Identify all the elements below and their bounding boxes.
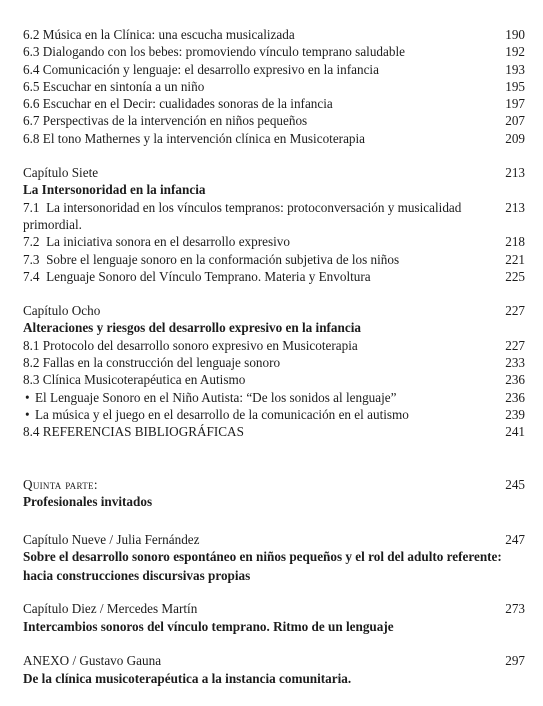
entry-title: Perspectivas de la intervención en niños pequeños bbox=[42, 113, 308, 129]
toc-entry-8-3[interactable] bbox=[23, 371, 525, 388]
chapter-page: 213 bbox=[505, 165, 525, 181]
chapter-label: Capítulo Ocho bbox=[23, 303, 101, 319]
entry-number: 8.2 bbox=[23, 355, 40, 371]
entry-title: La iniciativa sonora en el desarrollo expresivo bbox=[46, 234, 290, 250]
entry-number: 8.1 bbox=[23, 337, 40, 353]
chapter-7-heading[interactable] bbox=[23, 164, 525, 181]
entry-page: 218 bbox=[505, 234, 525, 250]
entry-number: 6.2 bbox=[23, 27, 40, 42]
entry-title: Sobre el lenguaje sonoro en la conformación subjetiva de los niños bbox=[46, 251, 400, 267]
chapter-page: 247 bbox=[505, 532, 525, 548]
entry-page: 227 bbox=[505, 337, 525, 353]
chapter-title: La Intersonoridad en la infancia bbox=[23, 182, 206, 198]
chapter-title: Intercambios sonoros del vínculo temprano. Ritmo de un lenguaje bbox=[23, 618, 394, 634]
toc-entry-6-5[interactable] bbox=[23, 78, 525, 95]
chapter-7-title bbox=[23, 181, 525, 198]
entry-number: 7.4 bbox=[23, 268, 40, 284]
toc-entry-6-4[interactable] bbox=[23, 61, 525, 78]
entry-title: Música en la Clínica: una escucha musicalizada bbox=[42, 27, 295, 42]
entry-page: 213 bbox=[505, 199, 525, 215]
entry-number: 7.2 bbox=[23, 234, 40, 250]
entry-page: 207 bbox=[505, 113, 525, 129]
entry-number: 7.3 bbox=[23, 251, 40, 267]
toc-entry-8-2[interactable] bbox=[23, 354, 525, 371]
chapter-8-title bbox=[23, 319, 525, 336]
toc-bullet-entry[interactable] bbox=[23, 389, 525, 406]
entry-number: 6.7 bbox=[23, 113, 40, 129]
entry-page: 241 bbox=[505, 424, 525, 440]
toc-entry-7-3[interactable] bbox=[23, 251, 525, 268]
entry-title: • El Lenguaje Sonoro en el Niño Autista: “De los sonidos al lenguaje” bbox=[23, 389, 499, 406]
toc-entry-6-6[interactable] bbox=[23, 95, 525, 112]
entry-page: 193 bbox=[505, 61, 525, 77]
toc-entry-8-4[interactable] bbox=[23, 423, 525, 440]
entry-title: Escuchar en el Decir: cualidades sonoras de la infancia bbox=[42, 96, 333, 112]
entry-title: • La música y el juego en el desarrollo de la comunicación en el autismo bbox=[23, 406, 499, 423]
chapter-9 bbox=[23, 531, 525, 585]
entry-page: 195 bbox=[505, 78, 525, 94]
entry-title: Escuchar en sintonía a un niño bbox=[42, 78, 205, 94]
entry-page: 221 bbox=[505, 251, 525, 267]
part-page: 245 bbox=[505, 476, 525, 492]
toc-entry-6-8[interactable] bbox=[23, 130, 525, 147]
chapter-8-heading[interactable] bbox=[23, 302, 525, 319]
chapter-page: 227 bbox=[505, 303, 525, 319]
entry-title: Protocolo del desarrollo sonoro expresivo en Musicoterapia bbox=[42, 337, 358, 353]
toc-entry-7-4[interactable] bbox=[23, 268, 525, 285]
entry-title: La intersonoridad en los vínculos tempranos: protoconversación y musicalidad primordial. bbox=[23, 199, 462, 232]
entry-page: 190 bbox=[505, 27, 525, 42]
entry-title: Lenguaje Sonoro del Vínculo Temprano. Materia y Envoltura bbox=[46, 268, 371, 284]
toc-entry-8-1[interactable] bbox=[23, 337, 525, 354]
entry-number: 6.5 bbox=[23, 78, 40, 94]
chapter-10 bbox=[23, 600, 525, 636]
annex bbox=[23, 652, 525, 688]
chapter-10-heading[interactable] bbox=[23, 600, 525, 617]
toc-entry-6-7[interactable] bbox=[23, 112, 525, 129]
entry-number: 6.8 bbox=[23, 130, 40, 146]
entry-number: 6.3 bbox=[23, 44, 40, 60]
entry-title: Comunicación y lenguaje: el desarrollo expresivo en la infancia bbox=[42, 61, 379, 77]
part-title: Profesionales invitados bbox=[23, 493, 153, 509]
part-label: Quinta parte: bbox=[23, 476, 98, 492]
toc-entry-7-1[interactable] bbox=[23, 199, 525, 234]
entry-page: 225 bbox=[505, 268, 525, 284]
part-5 bbox=[23, 476, 525, 511]
section-6-list bbox=[23, 26, 525, 147]
entry-title: Dialogando con los bebes: promoviendo vínculo temprano saludable bbox=[42, 44, 405, 60]
chapter-7 bbox=[23, 164, 525, 285]
part-5-title bbox=[23, 493, 525, 510]
entry-title: REFERENCIAS BIBLIOGRÁFICAS bbox=[42, 424, 244, 440]
entry-title: Fallas en la construcción del lenguaje sonoro bbox=[42, 355, 281, 371]
chapter-label: Capítulo Diez / Mercedes Martín bbox=[23, 601, 198, 617]
chapter-10-title bbox=[23, 618, 525, 637]
toc-bullet-entry[interactable] bbox=[23, 406, 525, 423]
entry-page: 239 bbox=[505, 406, 525, 422]
annex-label: ANEXO / Gustavo Gauna bbox=[23, 653, 162, 669]
entry-number: 8.3 bbox=[23, 372, 40, 388]
chapter-label: Capítulo Siete bbox=[23, 165, 99, 181]
entry-title: El tono Mathernes y la intervención clínica en Musicoterapia bbox=[42, 130, 366, 146]
toc-entry-6-2[interactable] bbox=[23, 26, 525, 43]
chapter-title: Alteraciones y riesgos del desarrollo expresivo en la infancia bbox=[23, 320, 361, 336]
entry-page: 192 bbox=[505, 44, 525, 60]
annex-page: 297 bbox=[505, 653, 525, 669]
entry-page: 236 bbox=[505, 389, 525, 405]
entry-title: Clínica Musicoterapéutica en Autismo bbox=[42, 372, 246, 388]
annex-title bbox=[23, 670, 525, 689]
chapter-9-heading[interactable] bbox=[23, 531, 525, 548]
entry-number: 7.1 bbox=[23, 199, 40, 215]
annex-title-text: De la clínica musicoterapéutica a la instancia comunitaria. bbox=[23, 670, 352, 686]
chapter-title: Sobre el desarrollo sonoro espontáneo en niños pequeños y el rol del adulto referente: hacia construcciones discursivas propias bbox=[23, 549, 502, 583]
chapter-page: 273 bbox=[505, 601, 525, 617]
toc-entry-7-2[interactable] bbox=[23, 233, 525, 250]
entry-page: 197 bbox=[505, 96, 525, 112]
entry-number: 8.4 bbox=[23, 424, 40, 440]
entry-page: 236 bbox=[505, 372, 525, 388]
chapter-8 bbox=[23, 302, 525, 440]
chapter-9-title bbox=[23, 548, 525, 585]
entry-number: 6.6 bbox=[23, 96, 40, 112]
entry-number: 6.4 bbox=[23, 61, 40, 77]
annex-heading[interactable] bbox=[23, 652, 525, 669]
part-5-heading[interactable] bbox=[23, 476, 525, 493]
entry-page: 209 bbox=[505, 130, 525, 146]
toc-entry-6-3[interactable] bbox=[23, 43, 525, 60]
table-of-contents bbox=[23, 26, 525, 688]
entry-page: 233 bbox=[505, 355, 525, 371]
chapter-label: Capítulo Nueve / Julia Fernández bbox=[23, 532, 200, 548]
